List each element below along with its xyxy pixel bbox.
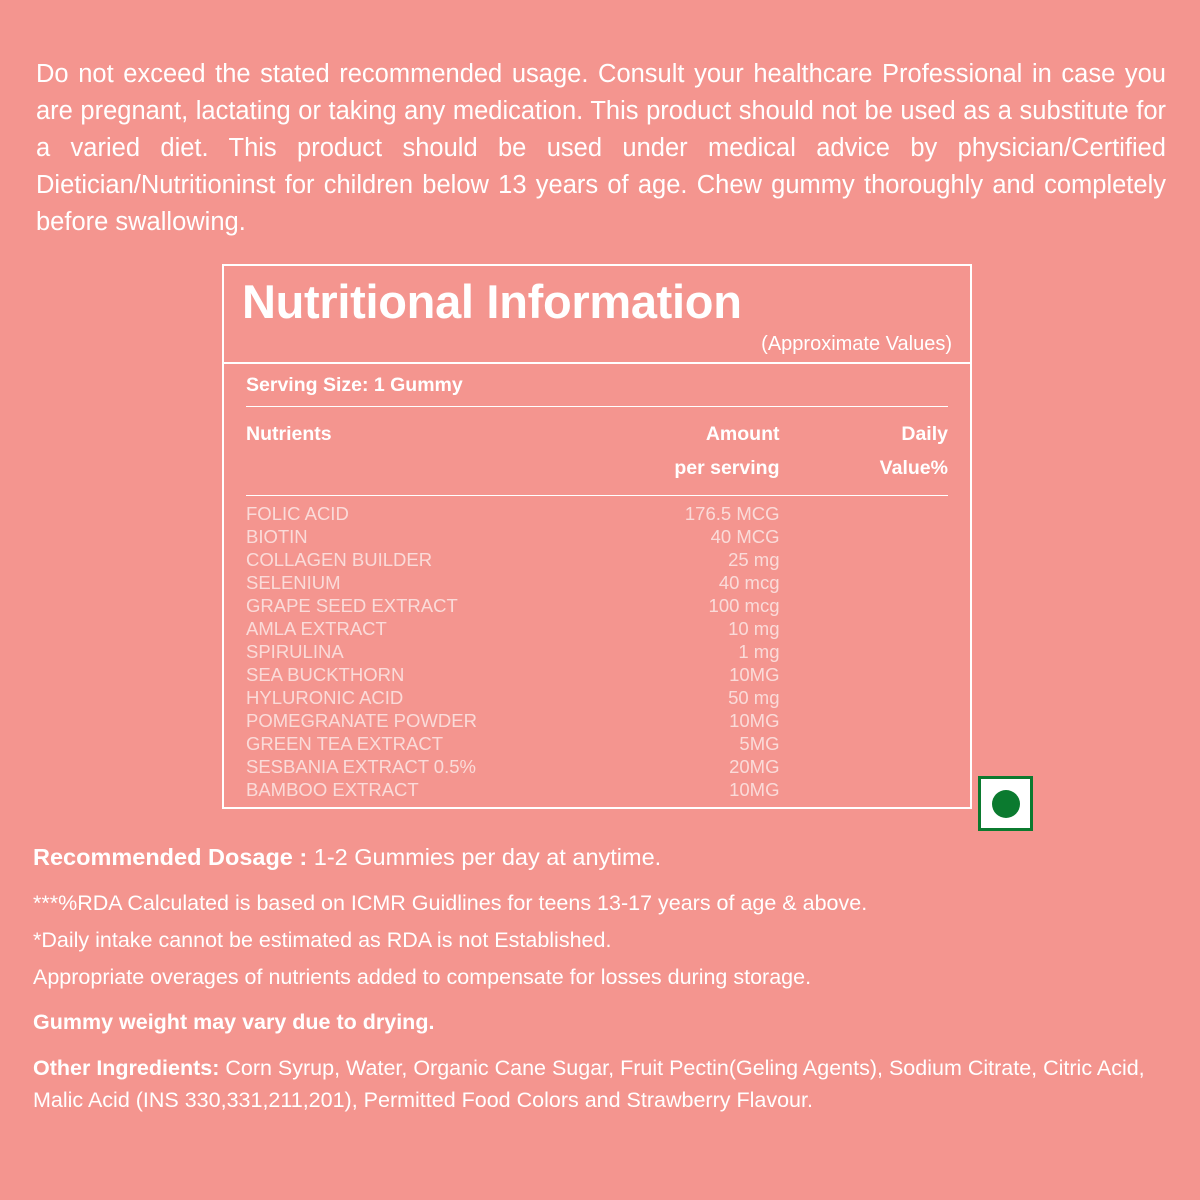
nutrient-amount: 10MG — [729, 710, 780, 731]
column-header-nutrients: Nutrients — [246, 423, 332, 445]
usage-warning-text: Do not exceed the stated recommended usage. Consult your healthcare Professional in case you are pregnant, lactating or taking any medication. This product should not be used as a substitute for a varied diet. This product should be used under medical advice by physician/Certified Dietician/Nutritioninst for children below 13 years of age. Chew gummy thoroughly and completely before swallowing. — [36, 60, 1166, 236]
table-row — [246, 571, 948, 594]
column-header-amount — [569, 417, 780, 485]
panel-title: Nutritional Information — [242, 275, 742, 328]
nutrient-amount: 100 mcg — [708, 595, 780, 616]
nutrient-daily-value — [780, 617, 948, 640]
nutrient-amount: 10MG — [729, 664, 780, 685]
table-column-headers — [246, 407, 948, 496]
nutrient-daily-value — [780, 525, 948, 548]
nutrient-amount: 40 mcg — [718, 572, 780, 593]
nutrient-name: SESBANIA EXTRACT 0.5% — [246, 756, 476, 777]
other-ingredients-label: Other Ingredients: — [33, 1056, 220, 1080]
nutrient-name: SEA BUCKTHORN — [246, 664, 405, 685]
recommended-dosage — [33, 840, 1168, 874]
note-daily-intake: *Daily intake cannot be estimated as RDA is not Established. — [33, 928, 612, 952]
nutrient-amount: 40 MCG — [710, 526, 780, 547]
note-gummy-weight: Gummy weight may vary due to drying. — [33, 1010, 435, 1034]
nutrient-name: COLLAGEN BUILDER — [246, 549, 433, 570]
nutritional-information-panel — [222, 264, 972, 809]
nutrient-amount: 20MG — [729, 756, 780, 777]
table-row — [246, 525, 948, 548]
nutrient-name: GREEN TEA EXTRACT — [246, 733, 444, 754]
table-row — [246, 594, 948, 617]
recommended-dosage-value: 1-2 Gummies per day at anytime. — [313, 844, 662, 870]
table-row — [246, 778, 948, 801]
nutrient-name: BIOTIN — [246, 526, 308, 547]
column-header-amount-line2: per serving — [674, 457, 780, 479]
column-header-daily-line2: Value% — [879, 457, 948, 479]
table-row — [246, 686, 948, 709]
nutrient-name: HYLURONIC ACID — [246, 687, 404, 708]
nutrient-daily-value — [780, 594, 948, 617]
panel-subtitle: (Approximate Values) — [761, 333, 952, 355]
table-row — [246, 617, 948, 640]
other-ingredients-value: Corn Syrup, Water, Organic Cane Sugar, Fruit Pectin(Geling Agents), Sodium Citrate, Citric Acid, Malic Acid (INS 330,331,211,201), Permitted Food Colors and Strawberry Flavour. — [33, 1056, 1145, 1112]
nutrient-daily-value — [780, 663, 948, 686]
nutrient-daily-value — [780, 732, 948, 755]
nutrient-name: AMLA EXTRACT — [246, 618, 387, 639]
nutrient-amount: 10 mg — [728, 618, 780, 639]
nutrient-amount: 5MG — [739, 733, 780, 754]
column-header-daily-line1: Daily — [901, 423, 948, 445]
nutrient-rows — [246, 496, 948, 801]
nutrient-amount: 50 mg — [728, 687, 780, 708]
nutrient-daily-value — [780, 571, 948, 594]
vegetarian-dot — [992, 790, 1020, 818]
table-row — [246, 709, 948, 732]
panel-header — [224, 266, 970, 364]
nutrient-name: SELENIUM — [246, 572, 341, 593]
nutrient-amount: 10MG — [729, 779, 780, 800]
note-overages: Appropriate overages of nutrients added to compensate for losses during storage. — [33, 965, 812, 989]
vegetarian-mark-icon — [978, 776, 1033, 831]
nutrient-amount: 176.5 MCG — [684, 503, 780, 524]
nutrient-daily-value — [780, 709, 948, 732]
bottom-notes — [33, 840, 1168, 1116]
nutrient-name: SPIRULINA — [246, 641, 344, 662]
nutrient-name: BAMBOO EXTRACT — [246, 779, 419, 800]
nutrient-name: FOLIC ACID — [246, 503, 349, 524]
nutrient-daily-value — [780, 686, 948, 709]
nutrient-daily-value — [780, 502, 948, 525]
column-header-daily-value — [780, 417, 948, 485]
table-row — [246, 640, 948, 663]
nutrient-daily-value — [780, 640, 948, 663]
panel-body — [224, 364, 970, 807]
nutrient-daily-value — [780, 755, 948, 778]
nutrient-daily-value — [780, 548, 948, 571]
note-rda: ***%RDA Calculated is based on ICMR Guidlines for teens 13-17 years of age & above. — [33, 891, 868, 915]
nutrient-name: GRAPE SEED EXTRACT — [246, 595, 458, 616]
nutrient-amount: 1 mg — [738, 641, 780, 662]
table-row — [246, 663, 948, 686]
column-header-amount-line1: Amount — [705, 423, 780, 445]
nutrient-amount: 25 mg — [728, 549, 780, 570]
nutrient-name: POMEGRANATE POWDER — [246, 710, 477, 731]
table-row — [246, 732, 948, 755]
recommended-dosage-label: Recommended Dosage : — [33, 844, 308, 870]
serving-size: Serving Size: 1 Gummy — [246, 374, 948, 407]
nutrient-daily-value — [780, 778, 948, 801]
other-ingredients — [33, 1052, 1168, 1116]
table-row — [246, 755, 948, 778]
table-row — [246, 502, 948, 525]
table-row — [246, 548, 948, 571]
